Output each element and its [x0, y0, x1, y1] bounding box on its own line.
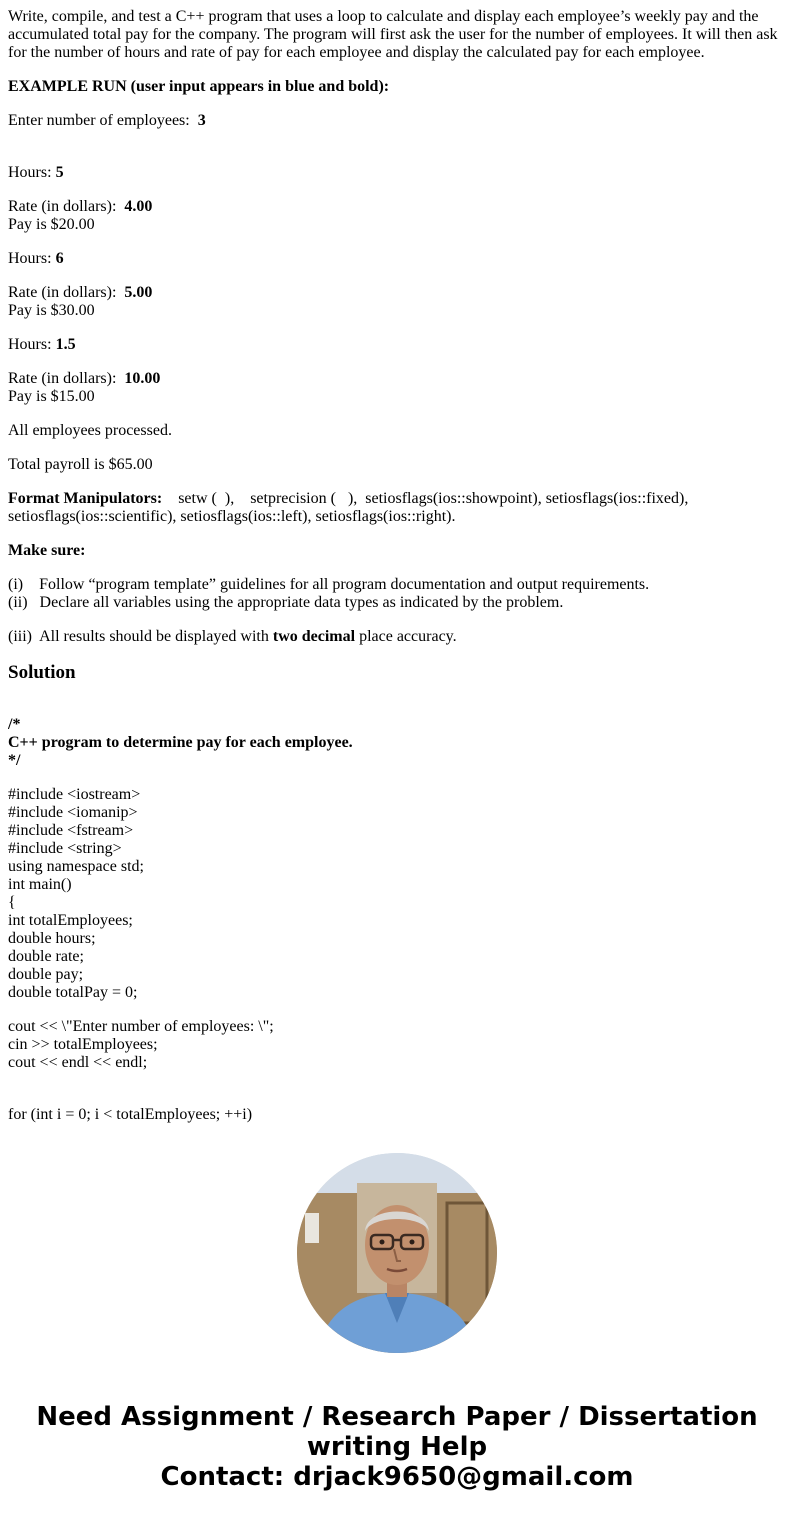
run1-pay: Pay is $20.00	[8, 216, 95, 233]
run3-hours-value: 1.5	[55, 336, 76, 353]
make-sure-item-1: (i) Follow “program template” guidelines for all program documentation and output requirements.	[8, 576, 650, 593]
code-listing	[8, 716, 788, 1123]
format-text: setw ( ), setprecision ( ), setiosflags(ios::showpoint), setiosflags(ios::fixed), setiosflags(ios::scientific), setiosflags(ios::left), setiosflags(ios::right).	[8, 490, 693, 525]
run3-rate-line	[8, 370, 788, 388]
run2-pay: Pay is $30.00	[8, 302, 95, 319]
run2-hours-label: Hours:	[8, 250, 56, 267]
make-sure-item-2: (ii) Declare all variables using the appropriate data types as indicated by the problem.	[8, 594, 564, 611]
code-block-input	[8, 1018, 788, 1072]
run2-hours-value: 6	[55, 250, 64, 267]
code-comment-close	[8, 752, 788, 770]
run2-rate-label: Rate (in dollars):	[8, 284, 125, 301]
make-sure-item-3	[8, 628, 788, 646]
code-decl-line: #include <fstream>	[8, 822, 134, 839]
item3-pre: (iii) All results should be displayed with	[8, 628, 273, 645]
employees-prompt: Enter number of employees:	[8, 112, 198, 129]
run1-hours-line	[8, 164, 788, 182]
employees-value: 3	[197, 112, 206, 129]
code-decl-line: int totalEmployees;	[8, 912, 133, 929]
code-decl-line: double totalPay = 0;	[8, 984, 138, 1001]
code-comment-open	[8, 716, 788, 734]
item3-bold: two decimal	[272, 628, 356, 645]
item3-post: place accuracy.	[355, 628, 457, 645]
total-payroll: Total payroll is $65.00	[8, 456, 153, 473]
code-decl-line: int main()	[8, 876, 72, 893]
make-sure-heading	[8, 542, 788, 560]
run1-hours-label: Hours:	[8, 164, 56, 181]
code-block-loop	[8, 1106, 788, 1123]
code-decl-line: #include <iostream>	[8, 786, 141, 803]
run2-hours-line	[8, 250, 788, 268]
run3-pay: Pay is $15.00	[8, 388, 95, 405]
run3-rate-value: 10.00	[124, 370, 161, 387]
run1-rate-label: Rate (in dollars):	[8, 198, 125, 215]
run3-hours-line	[8, 336, 788, 354]
code-decl-line: double hours;	[8, 930, 96, 947]
code-decl-line: {	[8, 894, 16, 911]
code-decl-line: double pay;	[8, 966, 84, 983]
code-input-line: cout << endl << endl;	[8, 1054, 148, 1071]
all-processed: All employees processed.	[8, 422, 172, 439]
run2-rate-line	[8, 284, 788, 302]
promo-line-1: Need Assignment / Research Paper / Dissertation	[36, 1402, 758, 1432]
promo-line-3: Contact: drjack9650@gmail.com	[160, 1462, 634, 1492]
comment-body-text: C++ program to determine pay for each employee.	[8, 734, 353, 751]
example-heading-text: EXAMPLE RUN (user input appears in blue and bold):	[8, 78, 390, 95]
code-block-declarations	[8, 786, 788, 1002]
problem-statement: Write, compile, and test a C++ program that uses a loop to calculate and display each employee’s weekly pay and the accumulated total pay for the company. The program will first ask the user for the number of employees. It will then ask for the number of hours and rate of pay for each employee and display the calculated pay for each employee.	[8, 8, 778, 61]
promo-banner	[0, 1402, 794, 1492]
code-decl-line: double rate;	[8, 948, 84, 965]
code-input-line: cout << \"Enter number of employees: \";	[8, 1018, 274, 1035]
make-sure-heading-text: Make sure:	[8, 542, 86, 559]
run2-rate-value: 5.00	[124, 284, 153, 301]
run1-rate-line	[8, 198, 788, 216]
code-decl-line: #include <string>	[8, 840, 122, 857]
run1-rate-value: 4.00	[124, 198, 153, 215]
solution-heading: Solution	[8, 662, 76, 683]
code-decl-line: using namespace std;	[8, 858, 144, 875]
code-loop-line: for (int i = 0; i < totalEmployees; ++i)	[8, 1106, 253, 1123]
document-body	[8, 8, 788, 1123]
code-input-line: cin >> totalEmployees;	[8, 1036, 158, 1053]
code-comment-text	[8, 734, 788, 752]
comment-open-text: /*	[8, 716, 21, 733]
run3-hours-label: Hours:	[8, 336, 56, 353]
example-heading	[8, 78, 788, 96]
employees-prompt-line	[8, 112, 788, 130]
format-manipulators	[8, 490, 788, 526]
run1-hours-value: 5	[55, 164, 64, 181]
code-decl-line: #include <iomanip>	[8, 804, 138, 821]
run3-rate-label: Rate (in dollars):	[8, 370, 125, 387]
format-label: Format Manipulators:	[8, 490, 163, 507]
comment-close-text: */	[8, 752, 21, 769]
promo-line-2: writing Help	[306, 1432, 488, 1462]
author-photo	[297, 1153, 497, 1353]
